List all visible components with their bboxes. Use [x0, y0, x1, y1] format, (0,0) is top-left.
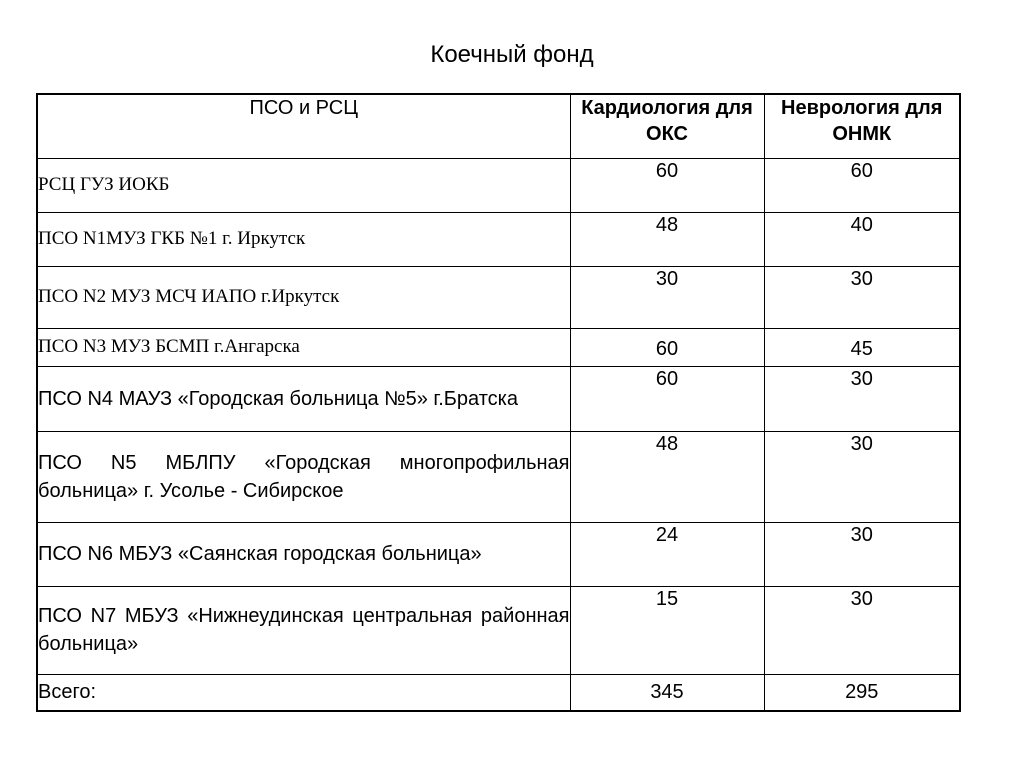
facility-name: ПСО N5 МБЛПУ «Городская многопрофильная больница» г. Усолье - Сибирское: [37, 431, 570, 522]
table-header-row: [37, 94, 960, 158]
neurology-beds: 30: [764, 522, 960, 586]
column-header-facility: ПСО и РСЦ: [37, 94, 570, 158]
cardiology-beds: 60: [570, 328, 764, 366]
table-row: [37, 586, 960, 674]
facility-name: ПСО N7 МБУЗ «Нижнеудинская центральная районная больница»: [37, 586, 570, 674]
total-neurology: 295: [764, 674, 960, 711]
facility-name: ПСО N4 МАУЗ «Городская больница №5» г.Братска: [37, 366, 570, 431]
cardiology-beds: 60: [570, 366, 764, 431]
table-row: [37, 522, 960, 586]
table-row: [37, 212, 960, 266]
facility-name: ПСО N6 МБУЗ «Саянская городская больница»: [37, 522, 570, 586]
neurology-beds: 45: [764, 328, 960, 366]
neurology-beds: 30: [764, 431, 960, 522]
table-row: [37, 266, 960, 328]
cardiology-beds: 48: [570, 212, 764, 266]
column-header-neurology: Неврология для ОНМК: [764, 94, 960, 158]
neurology-beds: 30: [764, 266, 960, 328]
table-row: [37, 328, 960, 366]
table-row: [37, 158, 960, 212]
facility-name: РСЦ ГУЗ ИОКБ: [37, 158, 570, 212]
neurology-beds: 60: [764, 158, 960, 212]
facility-name: ПСО N2 МУЗ МСЧ ИАПО г.Иркутск: [37, 266, 570, 328]
cardiology-beds: 15: [570, 586, 764, 674]
cardiology-beds: 24: [570, 522, 764, 586]
column-header-cardiology: Кардиология для ОКС: [570, 94, 764, 158]
neurology-beds: 30: [764, 586, 960, 674]
neurology-beds: 30: [764, 366, 960, 431]
facility-name: ПСО N3 МУЗ БСМП г.Ангарска: [37, 328, 570, 366]
cardiology-beds: 60: [570, 158, 764, 212]
table-row: [37, 431, 960, 522]
cardiology-beds: 30: [570, 266, 764, 328]
cardiology-beds: 48: [570, 431, 764, 522]
page-title: Коечный фонд: [430, 41, 594, 68]
total-label: Всего:: [37, 674, 570, 711]
bed-fund-table: [36, 93, 961, 712]
neurology-beds: 40: [764, 212, 960, 266]
total-cardiology: 345: [570, 674, 764, 711]
total-row: [37, 674, 960, 711]
table-row: [37, 366, 960, 431]
facility-name: ПСО N1МУЗ ГКБ №1 г. Иркутск: [37, 212, 570, 266]
